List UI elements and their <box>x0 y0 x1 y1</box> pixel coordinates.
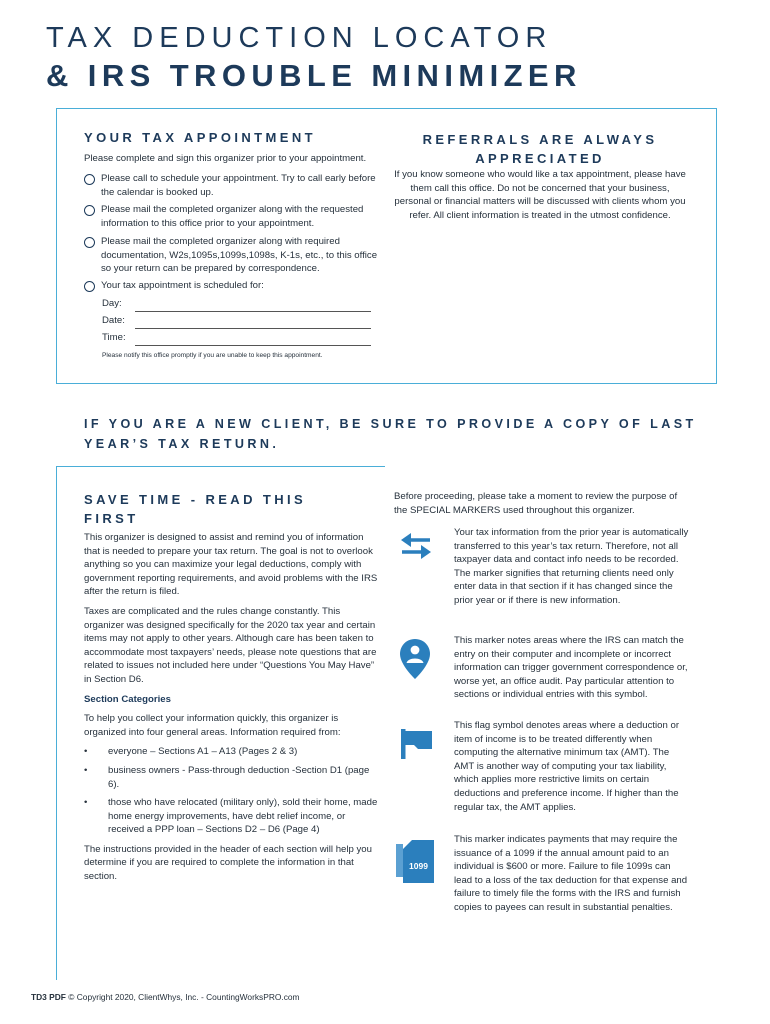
option-call-label: Please call to schedule your appointment. Try to call early before the calendar is booked up. <box>101 173 376 198</box>
option-correspondence-label: Please mail the completed organizer along with required documentation, W2s,1095s,1099s,1098s, K-1s, etc., to this office so your return can be prepared by correspondence. <box>101 236 378 275</box>
referrals-text: If you know someone who would like a tax appointment, please have them call this office. Do not be concerned that your business, personal or financial matters will be discussed with clients whom you refer. All client information is treated in the utmost confidence. <box>394 169 686 221</box>
arrows-exchange-icon <box>399 533 433 559</box>
option-correspondence[interactable] <box>84 235 384 276</box>
footer-code: TD3 PDF <box>31 992 66 1002</box>
person-location-icon <box>399 638 431 680</box>
footer-copyright: © Copyright 2020, ClientWhys, Inc. - CountingWorksPRO.com <box>68 992 300 1002</box>
appointment-title: YOUR TAX APPOINTMENT <box>84 130 316 145</box>
save-time-paragraph-2: Taxes are complicated and the rules change constantly. This organizer was designed specifically for the 2020 tax year and certain items may not apply to other years. Although care has been taken to accommodate most taxpayers’ needs, please note questions that are related to issues not included here under “Questions You May Have” in Section D6. <box>84 605 377 685</box>
radio-circle[interactable] <box>84 237 95 248</box>
appointment-intro: Please complete and sign this organizer prior to your appointment. <box>84 153 367 164</box>
list-item: • everyone – Sections A1 – A13 (Pages 2 & 3) <box>84 745 382 759</box>
time-label: Time: <box>102 332 126 343</box>
save-time-content <box>84 531 382 884</box>
footer <box>31 992 300 1002</box>
save-time-title: SAVE TIME - READ THIS FIRST <box>84 492 307 526</box>
referrals-title: REFERRALS ARE ALWAYS APPRECIATED <box>422 132 658 166</box>
day-label: Day: <box>102 298 122 309</box>
radio-circle[interactable] <box>84 174 95 185</box>
appointment-note: Please notify this office promptly if you are unable to keep this appointment. <box>102 352 323 359</box>
date-input-line[interactable] <box>135 328 371 329</box>
option-mail-prior[interactable] <box>84 203 384 230</box>
radio-circle[interactable] <box>84 281 95 292</box>
option-call[interactable] <box>84 172 384 199</box>
option-mail-prior-label: Please mail the completed organizer along with the requested information to this office prior to your appointment. <box>101 204 364 229</box>
markers-intro: Before proceeding, please take a moment to review the purpose of the SPECIAL MARKERS used throughout this organizer. <box>394 491 678 516</box>
marker-text-transfer: Your tax information from the prior year is automatically transferred to this year’s tax return. Therefore, not all taxpayer data and contact info needs to be recorded. The marker signifies that returning clients need only enter data in that section if it has changed since the prior year or if there is new information. <box>454 527 689 606</box>
save-time-paragraph-1: This organizer is designed to assist and remind you of information that is needed to prepare your tax return. The goal is not to overlook anything so you can maximize your legal deductions, comply with government reporting requirements, and avoid problems with the IRS after the return is filed. <box>84 532 378 598</box>
save-time-paragraph-3: To help you collect your information quickly, this organizer is organized into four general areas. Information required from: <box>84 713 341 738</box>
list-item: • business owners - Pass-through deduction -Section D1 (page 6). <box>84 764 382 791</box>
save-time-paragraph-4: The instructions provided in the header of each section will help you determine if you are required to complete the information in that section. <box>84 843 372 883</box>
time-input-line[interactable] <box>135 345 371 346</box>
list-item: • those who have relocated (military only), sold their home, made home energy improvements, have debt relief income, or received a PPP loan – Sections D2 – D6 (Page 4) <box>84 796 382 837</box>
day-input-line[interactable] <box>135 311 371 312</box>
form-1099-label: 1099 <box>409 861 428 871</box>
marker-text-irs-match: This marker notes areas where the IRS can match the entry on their computer and incomplete or incorrect information can trigger government correspondence or, worse yet, an office audit. Pay particular attention to sections or individual entries with this symbol. <box>454 635 688 701</box>
title-line-1: TAX DEDUCTION LOCATOR <box>46 22 553 54</box>
form-1099-icon <box>395 838 435 884</box>
title-line-2: & IRS TROUBLE MINIMIZER <box>46 58 582 93</box>
option-scheduled-label: Your tax appointment is scheduled for: <box>101 280 264 291</box>
option-scheduled[interactable] <box>84 279 264 293</box>
new-client-banner: IF YOU ARE A NEW CLIENT, BE SURE TO PROVIDE A COPY OF LAST YEAR’S TAX RETURN. <box>84 417 697 451</box>
radio-circle[interactable] <box>84 205 95 216</box>
marker-text-1099: This marker indicates payments that may require the issuance of a 1099 if the annual amount paid to an individual is $600 or more. Failure to file 1099s can lead to a loss of the tax deduction for that expense and failure to timely file the forms with the IRS and furnish copies to payees can result in substantial penalties. <box>454 834 688 913</box>
section-categories-list <box>84 745 382 837</box>
date-label: Date: <box>102 315 125 326</box>
section-categories-title: Section Categories <box>84 693 171 705</box>
flag-icon <box>401 729 433 759</box>
marker-text-amt: This flag symbol denotes areas where a deduction or item of income is to be treated differently when computing the alternative minimum tax (AMT). The AMT is another way of computing your tax liability, which applies more restrictive limits on certain deductions and preference income. If higher than the regular tax, the AMT applies. <box>454 720 680 813</box>
